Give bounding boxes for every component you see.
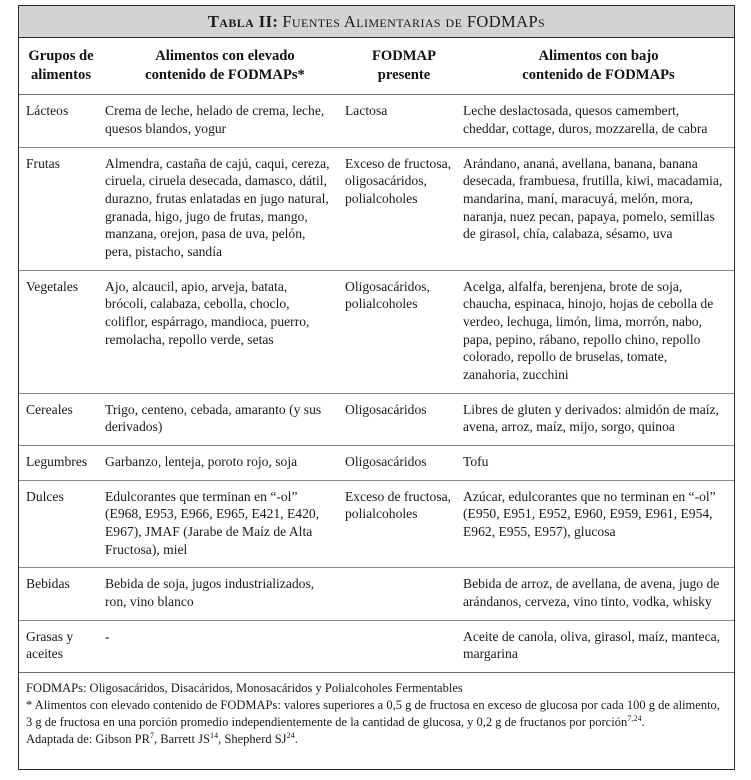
cell-low-fodmap-foods: Tofu <box>463 454 489 470</box>
column-header-grupos-line2: alimentos <box>31 66 91 83</box>
page-title <box>208 12 545 32</box>
cell-high-fodmap-foods: Garbanzo, lenteja, poroto rojo, soja <box>105 454 298 470</box>
cell-fodmap-present <box>345 620 463 672</box>
table-row <box>19 95 734 147</box>
table-body <box>19 95 734 673</box>
footnote-source-period: . <box>294 731 298 746</box>
cell-fodmap-present <box>345 568 463 620</box>
column-header-grupos <box>19 38 105 95</box>
header-row <box>19 38 734 95</box>
cell-low-fodmap-foods: Azúcar, edulcorantes que no terminan en “-ol” (E950, E951, E952, E960, E959, E961, E954, E962, E955, E957), glucosa <box>463 488 716 540</box>
cell-high-fodmap-foods: Ajo, alcaucil, apio, arveja, batata, brócoli, calabaza, cebolla, choclo, coliflor, espárrago, mandioca, puerro, remolacha, repollo verde, setas <box>105 278 310 347</box>
table-row <box>19 568 734 620</box>
table-title-band <box>19 6 734 38</box>
cell-food-group: Cereales <box>26 401 73 417</box>
footnote-asterisk-text: * Alimentos con elevado contenido de FODMAPs: valores superiores a 0,5 g de fructosa en exceso de glucosa por cada 100 g de alimento, 3 g de fructosa en una porción promedio independientemente de la cantidad de glucosa, y 0,2 g de fructanos por porción <box>26 698 720 729</box>
cell-low-fodmap-foods: Acelga, alfalfa, berenjena, brote de soja, chaucha, espinaca, hinojo, hojas de cebolla de verdeo, lechuga, limón, lima, morrón, nabo, papa, pepino, rábano, repollo chino, repollo colorado, repollo de bruselas, tomate, zanahoria, zucchini <box>463 278 714 383</box>
cell-fodmap-present: Oligosacáridos <box>345 401 427 417</box>
fodmap-sources-table <box>19 38 734 673</box>
table-row <box>19 620 734 672</box>
cell-fodmap-present: Oligosacáridos <box>345 454 427 470</box>
column-header-alto-line1: Alimentos con elevado <box>155 48 295 64</box>
table-row <box>19 147 734 270</box>
cell-low-fodmap-foods: Leche deslactosada, quesos camembert, cheddar, cottage, duros, mozzarella, de cabra <box>463 103 708 137</box>
cell-food-group: Vegetales <box>26 278 79 294</box>
footnote-asterisk-refs: 7,24 <box>627 713 642 723</box>
footnote-abbreviations: FODMAPs: Oligosacáridos, Disacáridos, Monosacáridos y Polialcoholes Fermentables <box>26 681 463 696</box>
cell-high-fodmap-foods: Trigo, centeno, cebada, amaranto (y sus derivados) <box>105 401 322 435</box>
footnote-source-ref-b: 14 <box>209 730 219 740</box>
table-row <box>19 270 734 393</box>
cell-high-fodmap-foods: Almendra, castaña de cajú, caqui, cereza, ciruela, ciruela desecada, damasco, dátil, durazno, frutas enlatadas en jugo natural, granada, higo, jugo de frutas, mango, manzana, orejon, pasa de uva, pelón, pera, pistacho, sandía <box>105 155 330 260</box>
footnote-source-ref-a: 7 <box>149 730 155 740</box>
footnote-asterisk <box>26 697 724 730</box>
cell-low-fodmap-foods: Libres de gluten y derivados: almidón de maíz, avena, arroz, maíz, mijo, sorgo, quinoa <box>463 401 719 435</box>
column-header-alto-line2: contenido de FODMAPs* <box>145 66 305 83</box>
footnote-source-a: Adaptada de: Gibson PR <box>26 731 150 746</box>
cell-food-group: Lácteos <box>26 103 69 119</box>
footnote-asterisk-period: . <box>641 714 645 729</box>
footnote-source-ref-c: 24 <box>286 730 295 740</box>
table-row <box>19 446 734 481</box>
cell-fodmap-present: Exceso de fructosa, polialcoholes <box>345 488 452 522</box>
table-row <box>19 480 734 568</box>
column-header-bajo-line1: Alimentos con bajo <box>538 48 659 64</box>
cell-food-group: Dulces <box>26 488 64 504</box>
column-header-grupos-line1: Grupos de <box>28 48 94 64</box>
table-footnotes <box>19 673 734 754</box>
cell-food-group: Bebidas <box>26 576 70 592</box>
footnote-source-b: , Barrett JS <box>154 731 210 746</box>
column-header-alto-fodmap <box>105 38 345 95</box>
cell-fodmap-present: Lactosa <box>345 103 388 119</box>
column-header-presente-line2: presente <box>377 66 431 83</box>
table-row <box>19 393 734 445</box>
cell-low-fodmap-foods: Aceite de canola, oliva, girasol, maíz, manteca, margarina <box>463 628 721 662</box>
cell-low-fodmap-foods: Arándano, ananá, avellana, banana, banana desecada, frambuesa, frutilla, kiwi, macadamia, mandarina, maní, maracuyá, melón, mora, naranja, nuez pecan, papaya, pomelo, semillas de girasol, chía, calabaza, sésamo, uva <box>463 155 723 242</box>
table-title-subject: Fuentes Alimentarias de FODMAPs <box>282 11 546 31</box>
cell-food-group: Grasas y aceites <box>26 628 74 662</box>
column-header-presente-line1: FODMAP <box>371 48 437 64</box>
cell-food-group: Frutas <box>26 155 60 171</box>
table-head <box>19 38 734 95</box>
column-header-bajo-fodmap <box>463 38 734 95</box>
table-container <box>18 5 735 770</box>
column-header-bajo-line2: contenido de FODMAPs <box>522 66 675 83</box>
table-title-label: Tabla II: <box>207 11 279 31</box>
cell-fodmap-present: Exceso de fructosa, oligosacáridos, polialcoholes <box>345 155 452 207</box>
cell-high-fodmap-foods: Edulcorantes que terminan en “-ol” (E968, E953, E966, E965, E421, E420, E967), JMAF (Jarabe de Maíz de Alta Fructosa), miel <box>105 488 320 557</box>
cell-fodmap-present: Oligosacáridos, polialcoholes <box>345 278 430 312</box>
cell-low-fodmap-foods: Bebida de arroz, de avellana, de avena, jugo de arándanos, cerveza, vino tinto, vodka, whisky <box>463 576 720 610</box>
footnote-source <box>26 731 724 747</box>
footnote-source-c: , Shepherd SJ <box>218 731 287 746</box>
column-header-fodmap-presente <box>345 38 463 95</box>
cell-high-fodmap-foods: Bebida de soja, jugos industrializados, ron, vino blanco <box>105 576 315 610</box>
cell-high-fodmap-foods: Crema de leche, helado de crema, leche, quesos blandos, yogur <box>105 103 325 137</box>
cell-food-group: Legumbres <box>26 454 88 470</box>
cell-high-fodmap-foods: - <box>105 628 110 644</box>
